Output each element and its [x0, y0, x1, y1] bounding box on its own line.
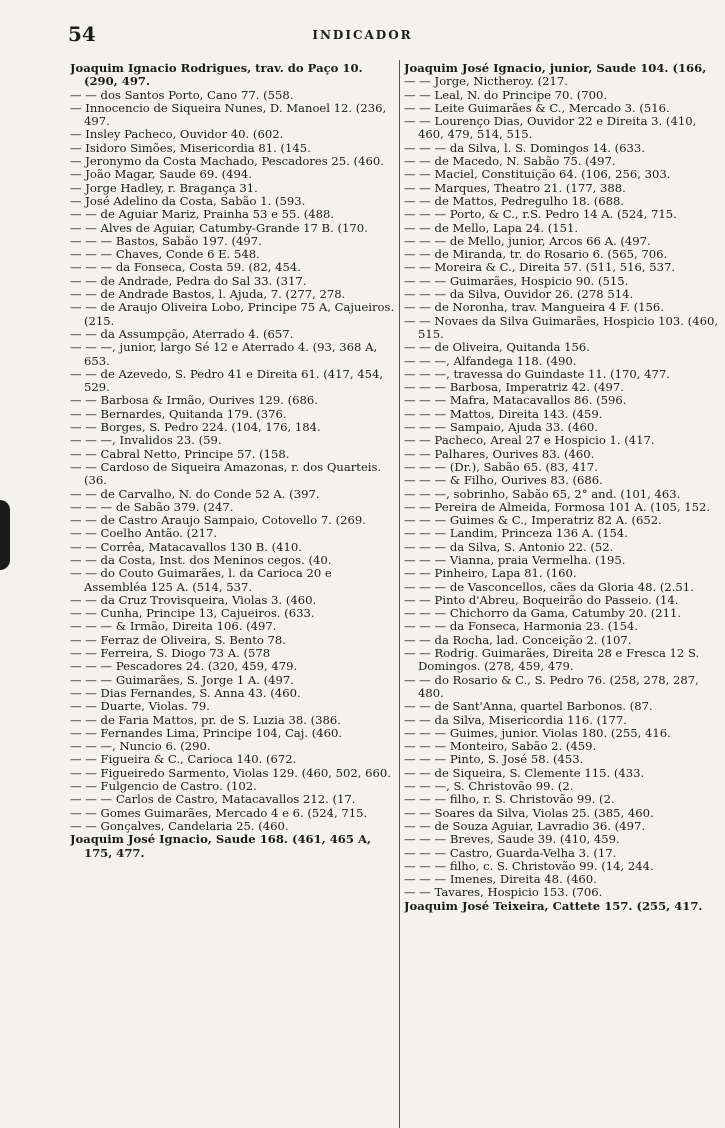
- directory-entry: — — Moreira & C., Direita 57. (511, 516, 537.: [404, 260, 676, 275]
- directory-entry: — — —, junior, largo Sé 12 e Aterrado 4. (93, 368 A, 653.: [70, 340, 378, 368]
- directory-entry: — — — Pescadores 24. (320, 459, 479.: [70, 659, 298, 674]
- book-binding-edge: [0, 500, 10, 570]
- directory-entry: — — — da Fonseca, Harmonia 23. (154.: [404, 619, 639, 634]
- directory-entry: — Isidoro Simões, Misericordia 81. (145.: [70, 140, 311, 155]
- directory-entry: — — de Sant'Anna, quartel Barbonos. (87.: [404, 699, 653, 714]
- directory-entry: — — Marques, Theatro 21. (177, 388.: [404, 180, 626, 195]
- directory-entry: — — —, S. Christovão 99. (2.: [404, 779, 574, 794]
- directory-entry: — — —, sobrinho, Sabão 65, 2° and. (101, 463.: [404, 486, 681, 501]
- directory-entry: — — Maciel, Constituição 64. (106, 256, 303.: [404, 167, 671, 182]
- directory-entry: — — de Miranda, tr. do Rosario 6. (565, 706.: [404, 247, 668, 262]
- directory-entry: — — Pacheco, Areal 27 e Hospicio 1. (417.: [404, 433, 655, 448]
- left-column: [70, 62, 398, 1124]
- directory-entry: — — —, travessa do Guindaste 11. (170, 477.: [404, 366, 670, 381]
- directory-entry: — — — Guimes & C., Imperatriz 82 A. (652.: [404, 513, 662, 528]
- directory-entry: — — de Andrade, Pedra do Sal 33. (317.: [70, 273, 307, 288]
- directory-entry: — — Coelho Antão. (217.: [70, 526, 218, 541]
- directory-entry: — — — filho, c. S. Christovão 99. (14, 244.: [404, 858, 654, 873]
- directory-entry: — — da Rocha, lad. Conceição 2. (107.: [404, 632, 632, 647]
- directory-entry: — — de Faria Mattos, pr. de S. Luzia 38. (386.: [70, 712, 341, 727]
- right-column: [404, 62, 722, 1124]
- directory-entry: — — Jorge, Nictheroy. (217.: [404, 74, 568, 89]
- directory-entry: — — Pinto d'Abreu, Boqueirão do Passeio. (14.: [404, 592, 679, 607]
- directory-entry: — — Cardoso de Siqueira Amazonas, r. dos Quarteis. (36.: [70, 459, 382, 488]
- directory-entry: — — de Oliveira, Quitanda 156.: [404, 340, 590, 355]
- directory-entry: — — Figueira & C., Carioca 140. (672.: [70, 752, 297, 767]
- directory-entry: — — — de Vasconcellos, cães da Gloria 48. (2.51.: [404, 579, 694, 594]
- directory-entry: — João Magar, Saude 69. (494.: [70, 167, 252, 182]
- directory-entry: — — de Andrade Bastos, l. Ajuda, 7. (277, 278.: [70, 287, 346, 302]
- directory-entry: — — Novaes da Silva Guimarães, Hospicio 103. (460, 515.: [404, 313, 719, 341]
- directory-entry: Joaquim José Ignacio, Saude 168. (461, 465 A, 175, 477.: [70, 832, 372, 860]
- directory-entry: — — Borges, S. Pedro 224. (104, 176, 184.: [70, 420, 321, 435]
- directory-entry: — — de Castro Araujo Sampaio, Cotovello 7. (269.: [70, 513, 366, 528]
- directory-entry: — — de Mello, Lapa 24. (151.: [404, 220, 579, 235]
- directory-entry: — — — Chichorro da Gama, Catumby 20. (211.: [404, 606, 682, 621]
- directory-entry: Joaquim José Ignacio, junior, Saude 104. (166,: [404, 62, 707, 75]
- directory-entry: — — — Carlos de Castro, Matacavallos 212. (17.: [70, 792, 356, 807]
- directory-entry: — — — Bastos, Sabão 197. (497.: [70, 233, 262, 248]
- directory-entry: — Jeronymo da Costa Machado, Pescadores 25. (460.: [70, 154, 384, 169]
- directory-entry: — — Pereira de Almeida, Formosa 101 A. (105, 152.: [404, 499, 711, 514]
- directory-entry: — — Cabral Netto, Principe 57. (158.: [70, 446, 290, 461]
- directory-entry: — — Gonçalves, Candelaria 25. (460.: [70, 818, 289, 833]
- page-header: [0, 22, 725, 52]
- directory-entry: — — de Noronha, trav. Mangueira 4 F. (156.: [404, 300, 664, 315]
- directory-entry: — — — & Filho, Ourives 83. (686.: [404, 473, 603, 488]
- directory-entry: — — — Mafra, Matacavallos 86. (596.: [404, 393, 627, 408]
- directory-entry: — — — da Silva, S. Antonio 22. (52.: [404, 539, 614, 554]
- directory-entry: — — da Costa, Inst. dos Meninos cegos. (40.: [70, 552, 332, 567]
- directory-entry: — — da Cruz Trovisqueira, Violas 3. (460.: [70, 592, 317, 607]
- directory-entry: — — de Azevedo, S. Pedro 41 e Direita 61. (417, 454, 529.: [70, 366, 384, 395]
- directory-entry: — — Lourenço Dias, Ouvidor 22 e Direita 3. (410, 460, 479, 514, 515.: [404, 114, 697, 142]
- directory-entry: — — —, Invalidos 23. (59.: [70, 433, 222, 448]
- directory-entry: — — Fulgencio de Castro. (102.: [70, 779, 257, 794]
- directory-entry: — — — da Silva, Ouvidor 26. (278 514.: [404, 287, 634, 302]
- directory-entry: — Innocencio de Siqueira Nunes, D. Manoel 12. (236, 497.: [70, 100, 387, 129]
- directory-entry: — — Soares da Silva, Violas 25. (385, 460.: [404, 805, 654, 820]
- directory-entry: — — — Landim, Princeza 136 A. (154.: [404, 526, 628, 541]
- directory-entry: — — Pinheiro, Lapa 81. (160.: [404, 566, 577, 581]
- directory-entry: — — Leal, N. do Principe 70. (700.: [404, 87, 608, 102]
- directory-entry: — — — da Silva, l. S. Domingos 14. (633.: [404, 140, 645, 155]
- directory-entry: — — — Sampaio, Ajuda 33. (460.: [404, 420, 598, 435]
- directory-entry: — — — Guimes, junior. Violas 180. (255, 416.: [404, 725, 671, 740]
- directory-entry: Joaquim Ignacio Rodrigues, trav. do Paço 10. (290, 497.: [70, 62, 363, 89]
- directory-entry: — — Ferreira, S. Diogo 73 A. (578: [70, 646, 271, 661]
- directory-entry: — — — Imenes, Direita 48. (460.: [404, 872, 597, 887]
- directory-entry: — — Gomes Guimarães, Mercado 4 e 6. (524, 715.: [70, 805, 368, 820]
- directory-entry: — — — Chaves, Conde 6 E. 548.: [70, 247, 260, 262]
- directory-entry: — — Rodrig. Guimarães, Direita 28 e Fresca 12 S. Domingos. (278, 459, 479.: [404, 646, 700, 674]
- directory-entry: — — Barbosa & Irmão, Ourives 129. (686.: [70, 393, 318, 408]
- directory-entry: — — — Barbosa, Imperatriz 42. (497.: [404, 380, 624, 395]
- directory-entry: — — — Porto, & C., r.S. Pedro 14 A. (524, 715.: [404, 207, 677, 222]
- directory-entry: — — — Mattos, Direita 143. (459.: [404, 406, 603, 421]
- directory-entry: — — — Castro, Guarda-Velha 3. (17.: [404, 845, 617, 860]
- directory-entry: — — dos Santos Porto, Cano 77. (558.: [70, 87, 294, 102]
- directory-entry: — — —, Alfandega 118. (490.: [404, 353, 577, 368]
- directory-entry: — — —, Nuncio 6. (290.: [70, 739, 211, 754]
- directory-entry: — — da Silva, Misericordia 116. (177.: [404, 712, 627, 727]
- directory-entry: — — Duarte, Violas. 79.: [70, 699, 210, 714]
- directory-entry: — — Alves de Aguiar, Catumby-Grande 17 B. (170.: [70, 220, 368, 235]
- directory-entry: — — de Macedo, N. Sabão 75. (497.: [404, 154, 616, 169]
- directory-entry: — — — filho, r. S. Christovão 99. (2.: [404, 792, 615, 807]
- directory-entry: — — — (Dr.), Sabão 65. (83, 417.: [404, 459, 598, 474]
- directory-entry: — — Leite Guimarães & C., Mercado 3. (516.: [404, 100, 670, 115]
- directory-entry: — — — Vianna, praia Vermelha. (195.: [404, 552, 626, 567]
- directory-entry: — — Fernandes Lima, Principe 104, Caj. (460.: [70, 725, 343, 740]
- column-divider: [399, 60, 400, 1128]
- directory-entry: — — — da Fonseca, Costa 59. (82, 454.: [70, 260, 301, 275]
- directory-entry: — José Adelino da Costa, Sabão 1. (593.: [70, 193, 306, 208]
- directory-entry: — — Tavares, Hospicio 153. (706.: [404, 885, 603, 900]
- directory-entry: — — — de Mello, junior, Arcos 66 A. (497.: [404, 233, 651, 248]
- directory-entry: — — — Guimarães, S. Jorge 1 A. (497.: [70, 672, 294, 687]
- directory-entry: — — Corrêa, Matacavallos 130 B. (410.: [70, 539, 302, 554]
- directory-entry: — — — & Irmão, Direita 106. (497.: [70, 619, 277, 634]
- directory-entry: — — — Pinto, S. José 58. (453.: [404, 752, 584, 767]
- directory-entry: — — de Souza Aguiar, Lavradio 36. (497.: [404, 818, 646, 833]
- directory-entry: — — Dias Fernandes, S. Anna 43. (460.: [70, 685, 301, 700]
- directory-entry: — — Cunha, Principe 13, Cajueiros. (633.: [70, 606, 315, 621]
- directory-entry: — — Palhares, Ourives 83. (460.: [404, 446, 595, 461]
- directory-entry: — — de Araujo Oliveira Lobo, Principe 75 A, Cajueiros. (215.: [70, 300, 395, 328]
- directory-entry: — — do Couto Guimarães, l. da Carioca 20 e Assembléa 125 A. (514, 537.: [70, 566, 332, 594]
- directory-entry: — Insley Pacheco, Ouvidor 40. (602.: [70, 127, 284, 142]
- directory-entry: — — da Assumpção, Aterrado 4. (657.: [70, 326, 294, 341]
- directory-entry: — — de Siqueira, S. Clemente 115. (433.: [404, 765, 645, 780]
- directory-entry: — — Bernardes, Quitanda 179. (376.: [70, 406, 287, 421]
- directory-entry: Joaquim José Teixeira, Cattete 157. (255, 417.: [404, 898, 703, 913]
- directory-entry: — — Figueiredo Sarmento, Violas 129. (460, 502, 660.: [70, 765, 391, 780]
- directory-entry: — — Ferraz de Oliveira, S. Bento 78.: [70, 632, 286, 647]
- directory-entry: — — de Carvalho, N. do Conde 52 A. (397.: [70, 486, 320, 501]
- directory-entry: — — — Breves, Saude 39. (410, 459.: [404, 832, 620, 847]
- directory-entry: — — de Mattos, Pedregulho 18. (688.: [404, 193, 625, 208]
- directory-entry: — Jorge Hadley, r. Bragança 31.: [70, 180, 258, 195]
- directory-entry: — — do Rosario & C., S. Pedro 76. (258, 278, 287, 480.: [404, 672, 699, 700]
- directory-entry: — — — Guimarães, Hospicio 90. (515.: [404, 273, 629, 288]
- directory-entry: — — — Monteiro, Sabão 2. (459.: [404, 739, 597, 754]
- directory-entry: — — de Aguiar Mariz, Prainha 53 e 55. (488.: [70, 207, 335, 222]
- running-head: INDICADOR: [312, 28, 413, 42]
- page-number: 54: [68, 22, 96, 46]
- directory-entry: — — — de Sabão 379. (247.: [70, 499, 234, 514]
